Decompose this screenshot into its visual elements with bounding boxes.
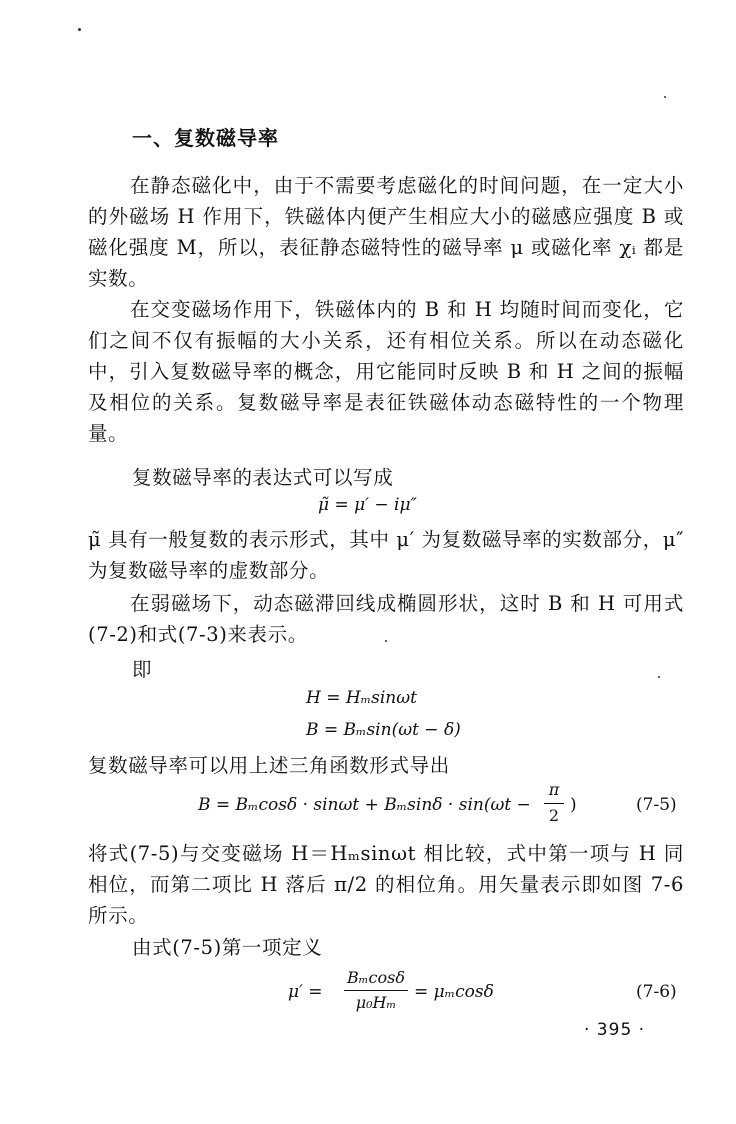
equation-7-5-numerator: π <box>548 780 560 799</box>
section-heading: 一、复数磁导率 <box>132 126 279 150</box>
equation-7-5-denominator: 2 <box>548 806 560 825</box>
equation-7-5-close: ) <box>570 795 577 815</box>
equation-complex-permeability: μ̃ = μ′ − iμ″ <box>318 495 417 515</box>
equation-7-6-numerator: Bₘcosδ <box>346 968 405 987</box>
equation-7-6-lhs: μ′ = <box>288 982 323 1002</box>
equation-7-5: B = Bₘcosδ · sinωt + Bₘsinδ · sin(ωt − <box>198 795 531 815</box>
paragraph-weak-field: 在弱磁场下，动态磁滞回线成椭圆形状，这时 B 和 H 可用式(7-2)和式(7-3)来表示。 <box>88 592 684 646</box>
paragraph-alternating-field: 在交变磁场作用下，铁磁体内的 B 和 H 均随时间而变化，它们之间不仅有振幅的大小关系，还有相位关系。所以在动态磁化中，引入复数磁导率的概念，用它能同时反映 B 和 H 之间的振幅及相位的关系。复数磁导率是表征铁磁体动态磁特性的一个物理量。 <box>88 298 684 445</box>
paragraph-expression-intro: 复数磁导率的表达式可以写成 <box>132 466 394 489</box>
equation-b-field: B = Bₘsin(ωt − δ) <box>306 720 461 740</box>
paragraph-namely: 即 <box>132 658 153 681</box>
paragraph-definition-intro: 由式(7-5)第一项定义 <box>132 936 323 959</box>
equation-h-field: H = Hₘsinωt <box>306 688 417 708</box>
equation-7-5-number: (7-5) <box>636 795 677 815</box>
scan-speck <box>385 640 387 642</box>
paragraph-derivation-intro: 复数磁导率可以用上述三角函数形式导出 <box>88 754 450 777</box>
scan-speck <box>658 676 660 678</box>
equation-7-6-denominator: μ₀Hₘ <box>355 993 397 1012</box>
equation-7-6-number: (7-6) <box>636 982 677 1002</box>
paragraph-compare: 将式(7-5)与交变磁场 H＝Hₘsinωt 相比较，式中第一项与 H 同相位，而第二项比 H 落后 π/2 的相位角。用矢量表示即如图 7-6 所示。 <box>88 842 684 927</box>
paragraph-static-magnetization: 在静态磁化中，由于不需要考虑磁化的时间问题，在一定大小的外磁场 H 作用下，铁磁体内便产生相应大小的磁感应强度 B 或磁化强度 M，所以，表征静态磁特性的磁导率 μ 或磁化率 χᵢ 都是实数。 <box>88 174 684 290</box>
page-number: · 395 · <box>584 1020 646 1040</box>
paragraph-complex-form: μ̃ 具有一般复数的表示形式，其中 μ′ 为复数磁导率的实数部分，μ″为复数磁导率的虚数部分。 <box>88 528 684 582</box>
equation-7-5-fraction-bar <box>544 803 564 804</box>
scan-speck <box>78 28 81 31</box>
equation-7-6-fraction-bar <box>344 990 408 991</box>
scan-speck <box>664 96 666 98</box>
equation-7-6-rhs: = μₘcosδ <box>414 982 494 1002</box>
